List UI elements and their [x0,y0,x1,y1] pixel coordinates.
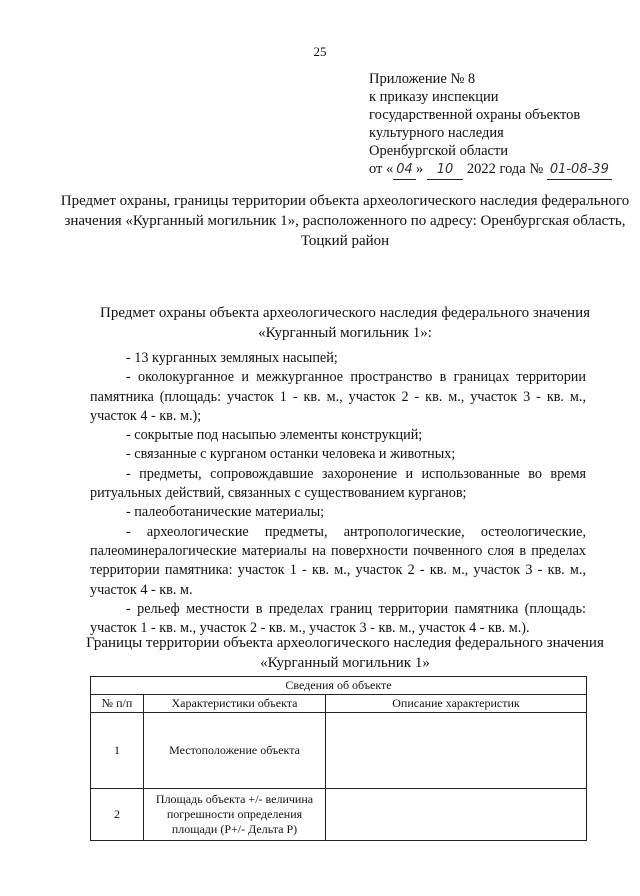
page-number: 25 [313,44,327,59]
list-item: - околокурганное и межкурганное пространство в границах территории памятника (площадь: участок 1 - кв. м., участок 2 - кв. м., участок 3 - кв. м., участок 4 - кв. м.); [90,369,586,424]
row-characteristic: Местоположение объекта [144,713,326,789]
order-number: 01-08-39 [547,161,612,180]
date-month: 10 [427,161,464,180]
object-info-table [90,676,587,841]
appendix-line: Оренбургской области [369,143,509,159]
boundaries-heading: Границы территории объекта археологического наследия федерального значения «Курганный могильник 1» [86,635,604,671]
row-description [326,713,587,789]
date-year: 2022 года № [466,161,544,177]
list-item: - предметы, сопровождавшие захоронение и использованные во время ритуальных действий, связанных с существованием курганов; [90,465,586,502]
appendix-line: Приложение № 8 [369,71,476,87]
date-day: 04 [393,161,416,180]
column-header-characteristic: Характеристики объекта [144,695,326,713]
row-number: 1 [91,713,144,789]
date-mid: » [415,161,424,177]
row-characteristic: Площадь объекта +/- величина погрешности определения площади (P+/- Дельта P) [144,789,326,841]
column-header-number: № п/п [91,695,144,713]
appendix-line: культурного наследия [369,125,504,141]
date-prefix: от « [369,161,394,177]
list-item: - связанные с курганом останки человека и животных; [126,446,456,463]
subject-heading: Предмет охраны объекта археологического наследия федерального значения «Курганный могильник 1»: [99,305,591,341]
row-number: 2 [91,789,144,841]
column-header-description: Описание характеристик [326,695,587,713]
subject-list [90,349,586,638]
appendix-line: государственной охраны объектов [369,107,581,123]
list-item: - палеоботанические материалы; [126,504,325,521]
row-description [326,789,587,841]
list-item: - 13 курганных земляных насыпей; [126,350,338,366]
table-row [91,789,587,841]
table-row [91,713,587,789]
table-caption: Сведения об объекте [91,677,587,695]
list-item: - сокрытые под насыпью элементы конструкций; [126,427,423,444]
appendix-line: к приказу инспекции [369,89,499,105]
list-item: - рельеф местности в пределах границ территории памятника (площадь: участок 1 - кв. м., участок 2 - кв. м., участок 3 - кв. м., участок 4 - кв. м.). [90,600,586,637]
appendix-header [369,70,612,180]
appendix-date-line [369,160,612,180]
document-title: Предмет охраны, границы территории объекта археологического наследия федерального значения «Курганный могильник 1», расположенного по адресу: Оренбургская область, Тоцкий район [60,193,630,249]
list-item: - археологические предметы, антропологические, остеологические, палеоминералогические материалы на поверхности почвенного слоя в пределах территории памятника: участок 1 - кв. м., участок 2 - кв. м., участок 3 - кв. м., участок 4 - кв. м. [90,523,586,598]
